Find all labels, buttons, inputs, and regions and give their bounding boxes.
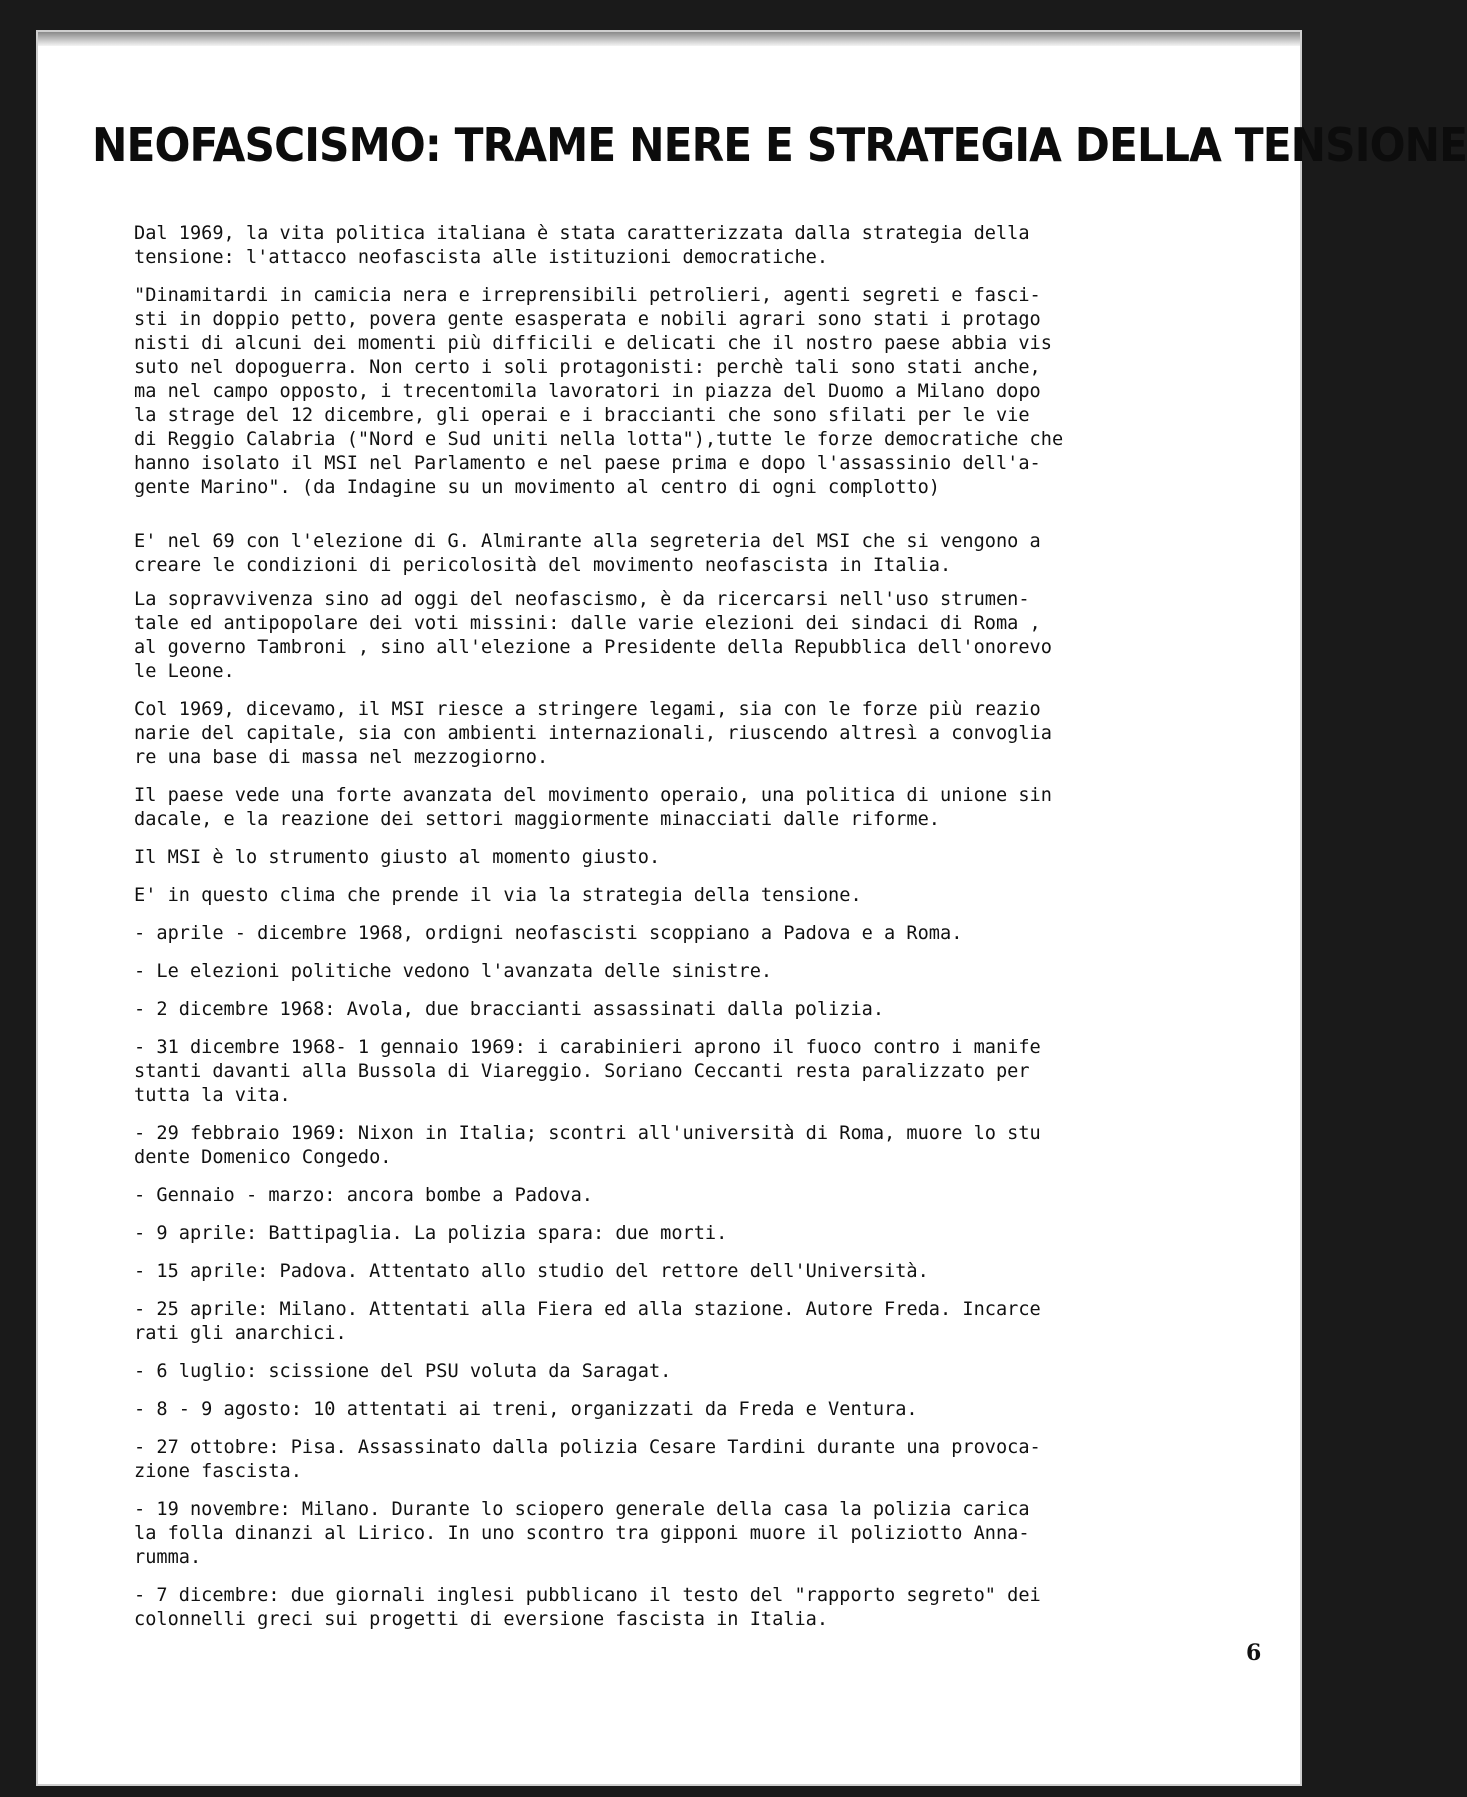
article-body [134,222,1254,1646]
survival-paragraph: La sopravvivenza sino ad oggi del neofascismo, è da ricercarsi nell'uso strumen- tale ed antipopolare dei voti missini: dalle varie elezioni dei sindaci di Roma , al governo Tambroni , sino all'elezione a Presidente della Repubblica dell'onorevo le Leone. [134,589,1052,682]
page-title: NEOFASCISMO: TRAME NERE E STRATEGIA DELLA TENSIONE [92,118,1467,172]
timeline-item: - 8 - 9 agosto: 10 attentati ai treni, organizzati da Freda e Ventura. [134,1399,918,1420]
intro-paragraph: Dal 1969, la vita politica italiana è stata caratterizzata dalla strategia della tensione: l'attacco neofascista alle istituzioni democratiche. [134,223,1030,268]
clima-paragraph: E' in questo clima che prende il via la strategia della tensione. [134,885,862,906]
page-number: 6 [1246,1640,1262,1666]
timeline-item: - aprile - dicembre 1968, ordigni neofascisti scoppiano a Padova e a Roma. [134,923,963,944]
page-top-edge [38,32,1300,46]
timeline-item: - 19 novembre: Milano. Durante lo sciopero generale della casa la polizia carica la folla dinanzi al Lirico. In uno scontro tra gipponi muore il poliziotto Anna- rumma. [134,1499,1030,1568]
legami-paragraph: Col 1969, dicevamo, il MSI riesce a stringere legami, sia con le forze più reazio narie del capitale, sia con ambienti internazionali, riuscendo altresì a convoglia re una base di massa nel mezzogiorno. [134,699,1052,768]
timeline-item: - 27 ottobre: Pisa. Assassinato dalla polizia Cesare Tardini durante una provoca- zione fascista. [134,1437,1041,1482]
msi-paragraph: Il MSI è lo strumento giusto al momento giusto. [134,847,661,868]
quote-paragraph: "Dinamitardi in camicia nera e irreprensibili petrolieri, agenti segreti e fasci- sti in doppio petto, povera gente esasperata e nobili agrari sono stati i protago nisti di alcuni dei momenti più difficili e delicati che il nostro paese abbia vis suto nel dopoguerra. Non certo i soli protagonisti: perchè tali sono stati anche, ma nel campo opposto, i trecentomila lavoratori in piazza del Duomo a Milano dopo la strage del 12 dicembre, gli operai e i braccianti che sono sfilati per le vie di Reggio Calabria ("Nord e Sud uniti nella lotta"),tutte le forze democratiche che hanno isolato il MSI nel Parlamento e nel paese prima e dopo l'assassinio dell'a- gente Marino". (da Indagine su un movimento al centro di ogni complotto) [134,285,1064,498]
timeline-item: - 2 dicembre 1968: Avola, due braccianti assassinati dalla polizia. [134,999,885,1020]
timeline-item: - Gennaio - marzo: ancora bombe a Padova. [134,1185,593,1206]
almirante-paragraph: E' nel 69 con l'elezione di G. Almirante alla segreteria del MSI che si vengono a creare le condizioni di pericolosità del movimento neofascista in Italia. [134,531,1041,576]
timeline-item: - 25 aprile: Milano. Attentati alla Fiera ed alla stazione. Autore Freda. Incarce rati gli anarchici. [134,1299,1041,1344]
timeline-item: - 9 aprile: Battipaglia. La polizia spara: due morti. [134,1223,728,1244]
timeline-item: - 7 dicembre: due giornali inglesi pubblicano il testo del "rapporto segreto" dei colonnelli greci sui progetti di eversione fascista in Italia. [134,1585,1041,1630]
timeline-item: - 6 luglio: scissione del PSU voluta da Saragat. [134,1361,672,1382]
timeline-item: - 15 aprile: Padova. Attentato allo studio del rettore dell'Università. [134,1261,929,1282]
timeline-item: - 31 dicembre 1968- 1 gennaio 1969: i carabinieri aprono il fuoco contro i manife stanti davanti alla Bussola di Viareggio. Soriano Ceccanti resta paralizzato per tutta la vita. [134,1037,1041,1106]
timeline-item: - 29 febbraio 1969: Nixon in Italia; scontri all'università di Roma, muore lo stu dente Domenico Congedo. [134,1123,1041,1168]
timeline-item: - Le elezioni politiche vedono l'avanzata delle sinistre. [134,961,773,982]
paese-paragraph: Il paese vede una forte avanzata del movimento operaio, una politica di unione sin dacale, e la reazione dei settori maggiormente minacciati dalle riforme. [134,785,1052,830]
